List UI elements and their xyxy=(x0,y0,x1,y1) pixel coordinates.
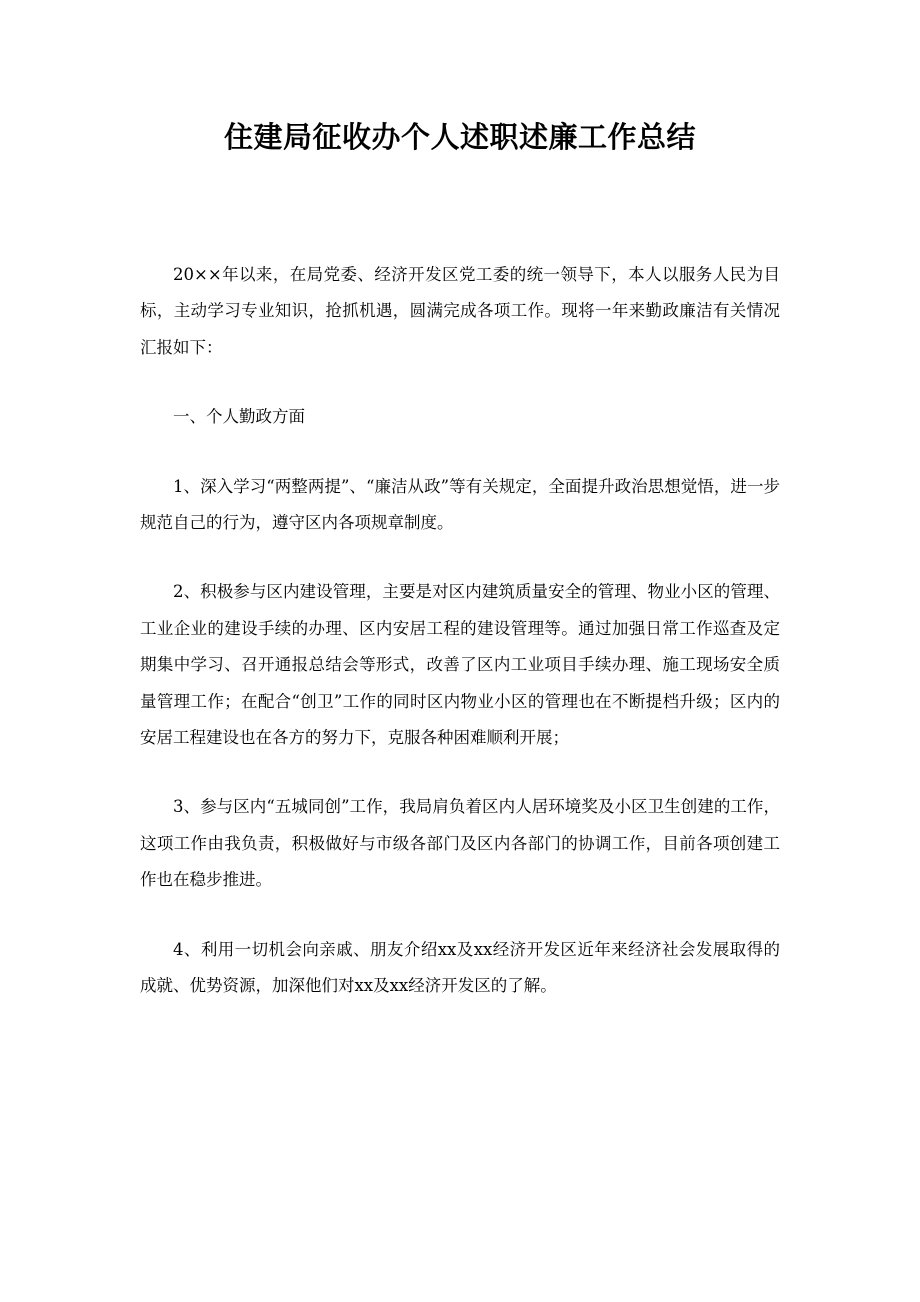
paragraph-item-1: 1、深入学习“两整两提”、“廉洁从政”等有关规定，全面提升政治思想觉悟，进一步规范自己的行为，遵守区内各项规章制度。 xyxy=(140,476,780,533)
document-title: 住建局征收办个人述职述廉工作总结 xyxy=(223,120,696,154)
paragraph-item-3: 3、参与区内“五城同创”工作，我局肩负着区内人居环境奖及小区卫生创建的工作，这项工作由我负责，积极做好与市级各部门及区内各部门的协调工作，目前各项创建工作也在稳步推进。 xyxy=(140,797,780,890)
paragraph-item-2: 2、积极参与区内建设管理，主要是对区内建筑质量安全的管理、物业小区的管理、工业企业的建设手续的办理、区内安居工程的建设管理等。通过加强日常工作巡查及定期集中学习、召开通报总结会等形式，改善了区内工业项目手续办理、施工现场安全质量管理工作；在配合“创卫”工作的同时区内物业小区的管理也在不断提档升级；区内的安居工程建设也在各方的努力下，克服各种困难顺利开展； xyxy=(140,582,780,748)
paragraph-intro: 20××年以来，在局党委、经济开发区党工委的统一领导下，本人以服务人民为目标，主动学习专业知识，抢抓机遇，圆满完成各项工作。现将一年来勤政廉洁有关情况汇报如下： xyxy=(140,265,780,357)
document-body xyxy=(140,257,780,1038)
section-heading: 一、个人勤政方面 xyxy=(173,407,305,427)
paragraph-item-4: 4、利用一切机会向亲戚、朋友介绍xx及xx经济开发区近年来经济社会发展取得的成就、优势资源，加深他们对xx及xx经济开发区的了解。 xyxy=(140,939,780,996)
